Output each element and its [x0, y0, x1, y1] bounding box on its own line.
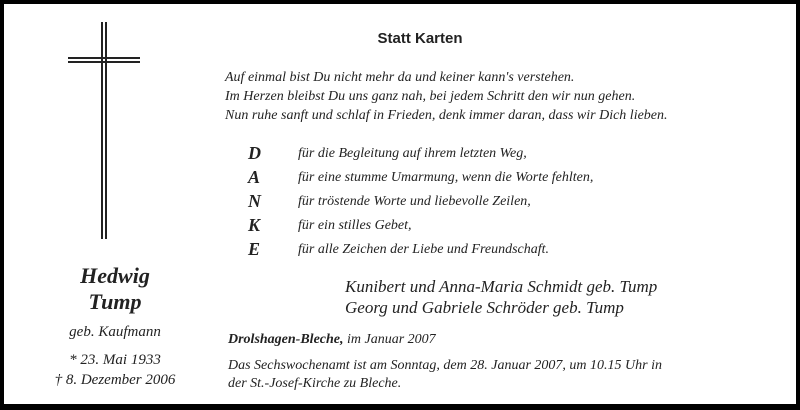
poem-line: Im Herzen bleibst Du uns ganz nah, bei jedem Schritt den wir nun gehen.: [225, 89, 636, 104]
poem-line: Auf einmal bist Du nicht mehr da und keiner kann's verstehen.: [225, 70, 575, 85]
maiden-name: geb. Kaufmann: [69, 324, 161, 340]
danke-letter: A: [248, 167, 261, 187]
poem: [225, 68, 668, 125]
cross-icon-bar: [68, 61, 140, 63]
deceased-name: [0, 263, 230, 315]
last-name: Tump: [88, 289, 142, 314]
signer: Kunibert und Anna-Maria Schmidt geb. Tump: [345, 277, 658, 296]
service-note: [228, 357, 748, 393]
death-date: † 8. Dezember 2006: [54, 372, 176, 388]
danke-text: für alle Zeichen der Liebe und Freundschaft.: [298, 242, 550, 257]
notice-title: Statt Karten: [377, 30, 463, 47]
note-line: Das Sechswochenamt ist am Sonntag, dem 28. Januar 2007, um 10.15 Uhr in: [228, 358, 662, 373]
danke-text: für tröstende Worte und liebevolle Zeilen,: [298, 194, 531, 209]
place-date: [228, 332, 436, 348]
note-line: der St.-Josef-Kirche zu Bleche.: [228, 376, 402, 391]
cross-icon-line: [105, 22, 107, 239]
cross-icon: [101, 22, 103, 239]
danke-letter: E: [248, 239, 261, 259]
poem-line: Nun ruhe sanft und schlaf in Frieden, denk immer daran, dass wir Dich lieben.: [225, 108, 668, 123]
birth-date: * 23. Mai 1933: [69, 352, 161, 368]
place-name: Drolshagen-Bleche,: [228, 332, 344, 347]
danke-text: für eine stumme Umarmung, wenn die Worte fehlten,: [298, 170, 594, 185]
date: im Januar 2007: [347, 332, 436, 347]
danke-letter: D: [248, 143, 261, 163]
danke-letter: K: [248, 215, 261, 235]
danke-text: für die Begleitung auf ihrem letzten Weg,: [298, 146, 527, 161]
danke-letter: N: [248, 191, 261, 211]
cross-icon-bar: [68, 57, 140, 59]
danke-text: für ein stilles Gebet,: [298, 218, 412, 233]
signers: [345, 276, 657, 318]
first-name: Hedwig: [80, 263, 150, 288]
signer: Georg und Gabriele Schröder geb. Tump: [345, 298, 624, 317]
